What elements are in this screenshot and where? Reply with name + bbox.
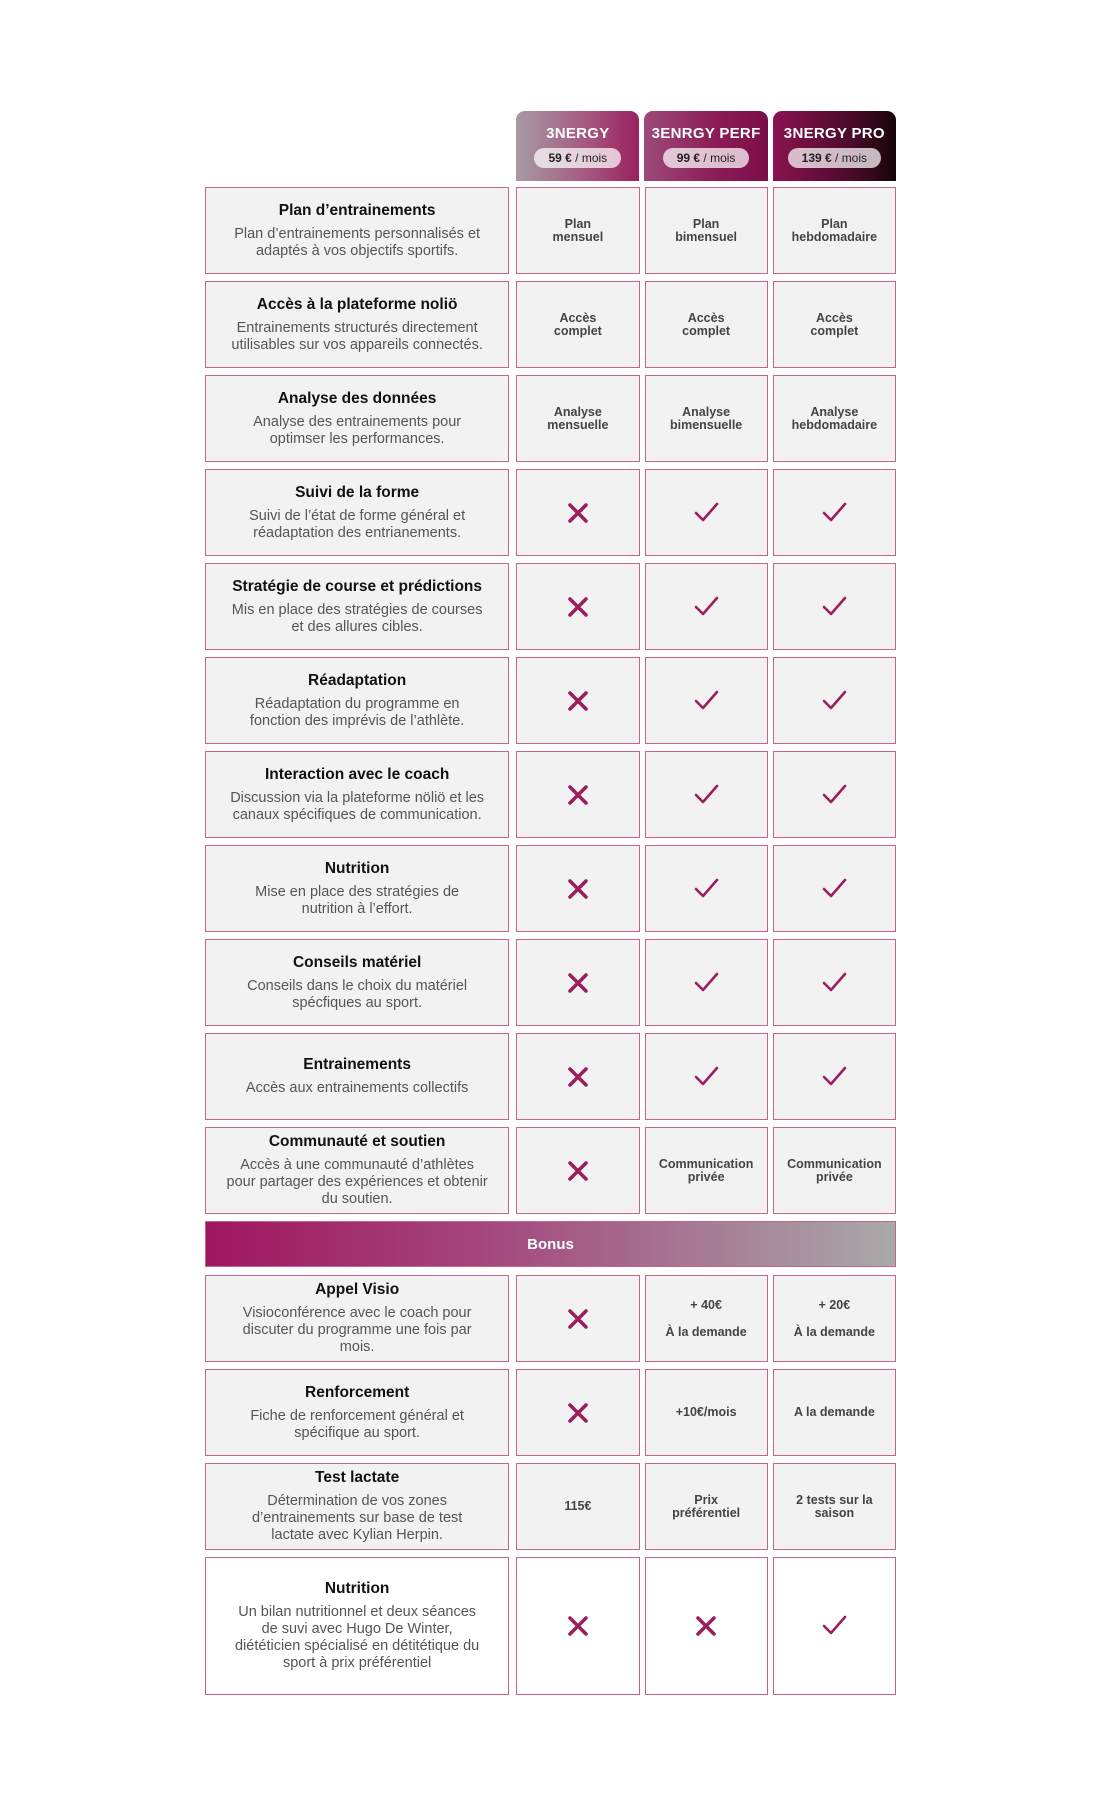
feature-description-line: d’entrainements sur base de test <box>251 1510 463 1526</box>
feature-description-line: et des allures cibles. <box>291 618 423 635</box>
table-row <box>205 1463 896 1550</box>
feature-title: Appel Visio <box>315 1281 400 1298</box>
feature-description <box>252 1493 462 1544</box>
plan-cell <box>516 1033 639 1120</box>
plan-price-badge <box>534 148 621 168</box>
feature-description-line: Un bilan nutritionnel et deux séances <box>238 1604 477 1620</box>
feature-description-line: mois. <box>339 1339 375 1355</box>
feature-description <box>235 1604 479 1672</box>
cross-icon <box>563 686 593 716</box>
plan-cell-line: mensuel <box>552 229 604 244</box>
feature-cell <box>205 187 509 274</box>
check-icon <box>691 686 721 716</box>
check-icon <box>691 874 721 904</box>
feature-cell <box>205 469 509 556</box>
feature-title: Nutrition <box>324 1580 390 1597</box>
plan-cell-line: saison <box>814 1505 855 1520</box>
table-row <box>205 657 896 744</box>
plan-cell <box>516 187 639 274</box>
check-icon <box>691 592 721 622</box>
plan-cell-line: mensuelle <box>547 417 609 432</box>
plan-cell-value <box>670 1406 743 1419</box>
plan-cell <box>645 563 768 650</box>
feature-description-line: de suvi avec Hugo De Winter, <box>261 1621 453 1637</box>
plan-cell <box>773 375 896 462</box>
check-icon <box>819 968 849 998</box>
cross-icon <box>563 780 593 810</box>
feature-description-line: diététicien spécialisé en détitétique du <box>235 1638 480 1654</box>
feature-title: Interaction avec le coach <box>264 765 450 783</box>
plan-cell <box>645 1369 768 1456</box>
feature-description <box>230 790 484 824</box>
table-row <box>205 281 896 368</box>
plan-cell-line: Plan <box>564 216 592 231</box>
plan-cell <box>645 375 768 462</box>
plan-cell-line: À la demande <box>793 1325 876 1339</box>
plan-cell-line: Communication <box>787 1156 882 1171</box>
check-icon <box>819 498 849 528</box>
feature-title: Réadaptation <box>308 671 407 689</box>
plan-cell <box>773 751 896 838</box>
plan-cell <box>773 1557 896 1695</box>
check-icon <box>819 1062 849 1092</box>
check-icon <box>691 780 721 810</box>
feature-title: Conseils matériel <box>292 953 422 971</box>
plan-header-row <box>205 111 896 181</box>
check-icon <box>819 1611 849 1641</box>
plan-cell <box>645 281 768 368</box>
plan-cell-line: +10€/mois <box>675 1405 737 1419</box>
plan-cell <box>773 1369 896 1456</box>
plan-price-amount: 59 € <box>548 150 572 165</box>
feature-cell <box>205 1033 509 1120</box>
plan-cell-line: Accès <box>815 310 853 325</box>
plan-cell-line: hebdomadaire <box>791 417 878 432</box>
plan-cell <box>516 281 639 368</box>
pricing-comparison-table <box>205 111 896 1695</box>
feature-description-line: Suivi de l’état de forme général et <box>249 507 466 524</box>
plan-cell <box>645 845 768 932</box>
features-section <box>205 187 896 1214</box>
feature-cell <box>205 845 509 932</box>
table-row <box>205 845 896 932</box>
plan-cell-line: Communication <box>658 1156 754 1171</box>
plan-cell-line: Plan <box>692 216 720 231</box>
bonus-banner <box>205 1221 896 1267</box>
plan-cell <box>773 1463 896 1550</box>
feature-description <box>243 1305 472 1356</box>
table-row <box>205 375 896 462</box>
feature-description <box>249 508 465 542</box>
feature-description-line: spécifique au sport. <box>294 1424 420 1441</box>
feature-description <box>255 884 459 918</box>
plan-cell-value <box>664 406 748 432</box>
plan-price-amount: 139 € <box>801 150 832 165</box>
plan-cell <box>645 1275 768 1362</box>
plan-price-amount: 99 € <box>676 150 701 165</box>
plan-cell-value <box>786 218 883 244</box>
plan-cell-value <box>786 406 883 432</box>
plan-cell-line: hebdomadaire <box>791 229 878 244</box>
feature-description-line: Accès à une communauté d’athlètes <box>240 1157 474 1173</box>
feature-description-line: Accès aux entrainements collectifs <box>245 1080 469 1096</box>
feature-title: Accès à la plateforme noliö <box>256 295 458 313</box>
feature-description <box>253 414 461 448</box>
plan-cell <box>516 1463 639 1550</box>
plan-cell-value <box>790 1494 878 1520</box>
plan-cell-value <box>558 1500 597 1513</box>
feature-cell <box>205 1275 509 1362</box>
plan-price-period: / mois <box>700 150 736 165</box>
plan-cell-value <box>665 1298 746 1339</box>
plan-cell <box>645 187 768 274</box>
cross-icon <box>691 1611 721 1641</box>
feature-cell <box>205 563 509 650</box>
plan-cell-value <box>666 1494 746 1520</box>
plan-cell <box>516 469 639 556</box>
feature-description-line: Réadaptation du programme en <box>254 695 460 712</box>
check-icon <box>691 968 721 998</box>
feature-description-line: réadaptation des entrianements. <box>253 524 462 541</box>
plan-cell-value <box>788 1406 881 1419</box>
table-row <box>205 469 896 556</box>
feature-description-line: utilisables sur vos appareils connectés. <box>231 336 483 353</box>
feature-description-line: Détermination de vos zones <box>267 1493 447 1509</box>
plan-cell-value <box>676 312 736 338</box>
cross-icon <box>563 1611 593 1641</box>
plan-cell <box>773 845 896 932</box>
plan-cell <box>645 1463 768 1550</box>
plan-cell-line: À la demande <box>665 1325 747 1339</box>
feature-description-line: discuter du programme une fois par <box>242 1322 472 1338</box>
feature-description-line: Mis en place des stratégies de courses <box>231 601 483 618</box>
plan-cell-line: + 20€ <box>818 1298 851 1312</box>
plan-cell <box>516 1557 639 1695</box>
cross-icon <box>563 1304 593 1334</box>
table-row <box>205 187 896 274</box>
plan-price-period: / mois <box>571 150 608 165</box>
plan-cell-line: bimensuelle <box>670 417 743 432</box>
feature-description-line: Plan d’entrainements personnalisés et <box>234 225 481 242</box>
cross-icon <box>563 592 593 622</box>
plan-cell <box>773 469 896 556</box>
plan-cell-value <box>541 406 614 432</box>
plan-cell-line: Accès <box>559 310 597 325</box>
plan-cell <box>645 1557 768 1695</box>
plan-cell-line: Analyse <box>682 404 731 419</box>
feature-cell <box>205 657 509 744</box>
plan-cell <box>645 751 768 838</box>
check-icon <box>819 592 849 622</box>
plan-name: 3NERGY PRO <box>783 124 885 142</box>
bonus-label: Bonus <box>527 1235 574 1253</box>
feature-description-line: Visioconférence avec le coach pour <box>242 1305 472 1321</box>
feature-description <box>246 1080 468 1097</box>
feature-cell <box>205 1369 509 1456</box>
plan-cell-line: privée <box>687 1169 725 1184</box>
plan-cell <box>773 187 896 274</box>
feature-title: Entrainements <box>303 1056 411 1073</box>
plan-cell <box>516 657 639 744</box>
plan-cell-value <box>804 312 864 338</box>
plan-cell <box>516 1275 639 1362</box>
feature-cell <box>205 375 509 462</box>
plan-cell <box>516 1369 639 1456</box>
plan-cell <box>773 1127 896 1214</box>
plan-cell-line: complet <box>682 323 731 338</box>
plan-header-3enrgy-perf[interactable] <box>644 111 767 181</box>
check-icon <box>691 498 721 528</box>
plan-cell-value <box>781 1158 887 1184</box>
cross-icon <box>563 874 593 904</box>
feature-description-line: fonction des imprévis de l’athlète. <box>249 712 465 729</box>
feature-description <box>250 696 464 730</box>
plan-cell-line: + 40€ <box>690 1298 722 1312</box>
plan-cell <box>773 1275 896 1362</box>
plan-cell <box>516 939 639 1026</box>
feature-title: Stratégie de course et prédictions <box>232 577 483 595</box>
feature-description-line: Conseils dans le choix du matériel <box>247 977 468 994</box>
feature-description <box>232 602 483 636</box>
plan-price-period: / mois <box>831 150 868 165</box>
feature-description-line: Analyse des entrainements pour <box>253 413 462 430</box>
plan-cell-value <box>547 218 610 244</box>
plan-cell-line: A la demande <box>793 1405 875 1419</box>
feature-title: Test lactate <box>315 1469 400 1486</box>
cross-icon <box>563 968 593 998</box>
feature-description-line: optimser les performances. <box>269 430 445 447</box>
plan-cell <box>645 1127 768 1214</box>
table-row <box>205 1033 896 1120</box>
feature-cell <box>205 939 509 1026</box>
feature-title: Communauté et soutien <box>268 1133 446 1150</box>
feature-cell <box>205 1127 509 1214</box>
plan-cell <box>645 657 768 744</box>
feature-description-line: canaux spécifiques de communication. <box>232 806 482 823</box>
plan-cell-line: Accès <box>687 310 725 325</box>
plan-cell-line: privée <box>815 1169 853 1184</box>
feature-description <box>227 1157 488 1208</box>
plan-cell <box>516 1127 639 1214</box>
cross-icon <box>563 1062 593 1092</box>
table-row <box>205 1127 896 1214</box>
feature-description-line: nutrition à l’effort. <box>301 900 413 917</box>
feature-description-line: du soutien. <box>321 1191 393 1207</box>
feature-description <box>231 320 482 354</box>
feature-description <box>247 978 467 1012</box>
feature-title: Renforcement <box>305 1383 410 1401</box>
plan-cell <box>645 469 768 556</box>
feature-title: Suivi de la forme <box>295 483 420 501</box>
plan-cell-value <box>653 1158 759 1184</box>
plan-cell <box>645 939 768 1026</box>
table-row <box>205 1557 896 1695</box>
plan-cell <box>773 281 896 368</box>
feature-description <box>234 226 480 260</box>
cross-icon <box>563 498 593 528</box>
feature-description-line: Mise en place des stratégies de <box>255 883 460 900</box>
plan-header-3nergy-pro[interactable] <box>773 111 896 181</box>
feature-description-line: lactate avec Kylian Herpin. <box>271 1527 443 1543</box>
plan-cell-line: préférentiel <box>672 1505 741 1520</box>
plan-cell-line: complet <box>553 323 602 338</box>
plan-cell-line: complet <box>810 323 859 338</box>
plan-cell <box>773 939 896 1026</box>
plan-cell <box>516 845 639 932</box>
plan-cell-value <box>794 1298 875 1339</box>
cross-icon <box>563 1398 593 1428</box>
plan-cell-value <box>669 218 743 244</box>
feature-cell <box>205 1463 509 1550</box>
feature-description-line: pour partager des expériences et obtenir <box>226 1174 488 1190</box>
feature-title: Analyse des données <box>277 389 437 407</box>
table-row <box>205 939 896 1026</box>
feature-description-line: spécfiques au sport. <box>292 994 423 1011</box>
cross-icon <box>563 1156 593 1186</box>
plan-cell <box>645 1033 768 1120</box>
check-icon <box>819 686 849 716</box>
feature-description-line: Entrainements structurés directement <box>236 319 478 336</box>
check-icon <box>819 780 849 810</box>
feature-cell <box>205 751 509 838</box>
plan-cell-value <box>548 312 608 338</box>
plan-cell <box>773 1033 896 1120</box>
plan-price-badge <box>663 148 750 168</box>
plan-name: 3NERGY <box>546 124 610 142</box>
feature-description-line: adaptés à vos objectifs sportifs. <box>255 242 459 259</box>
feature-description-line: Discussion via la plateforme nöliö et les <box>230 789 485 806</box>
feature-title: Plan d’entrainements <box>278 201 436 219</box>
table-row <box>205 563 896 650</box>
plan-cell-line: Analyse <box>553 404 602 419</box>
feature-description <box>250 1408 464 1442</box>
plan-header-3nergy[interactable] <box>516 111 639 181</box>
feature-cell <box>205 281 509 368</box>
bonus-section <box>205 1275 896 1695</box>
plan-cell-line: Prix <box>694 1492 718 1507</box>
check-icon <box>691 1062 721 1092</box>
table-row <box>205 1275 896 1362</box>
plan-cell-line: Analyse <box>810 404 859 419</box>
plan-cell-line: 2 tests sur la <box>796 1492 873 1507</box>
plan-cell <box>773 657 896 744</box>
plan-cell <box>773 563 896 650</box>
check-icon <box>819 874 849 904</box>
plan-cell-line: bimensuel <box>675 229 738 244</box>
plan-price-badge <box>788 148 881 168</box>
plan-name: 3ENRGY PERF <box>651 124 761 142</box>
feature-title: Nutrition <box>324 859 390 877</box>
plan-cell <box>516 563 639 650</box>
feature-description-line: Fiche de renforcement général et <box>250 1407 464 1424</box>
feature-description-line: sport à prix préférentiel <box>282 1655 432 1671</box>
table-row <box>205 751 896 838</box>
feature-cell <box>205 1557 509 1695</box>
plan-cell-line: Plan <box>821 216 848 231</box>
plan-cell <box>516 375 639 462</box>
plan-cell <box>516 751 639 838</box>
table-row <box>205 1369 896 1456</box>
plan-cell-line: 115€ <box>564 1499 592 1513</box>
header-spacer <box>205 111 511 181</box>
